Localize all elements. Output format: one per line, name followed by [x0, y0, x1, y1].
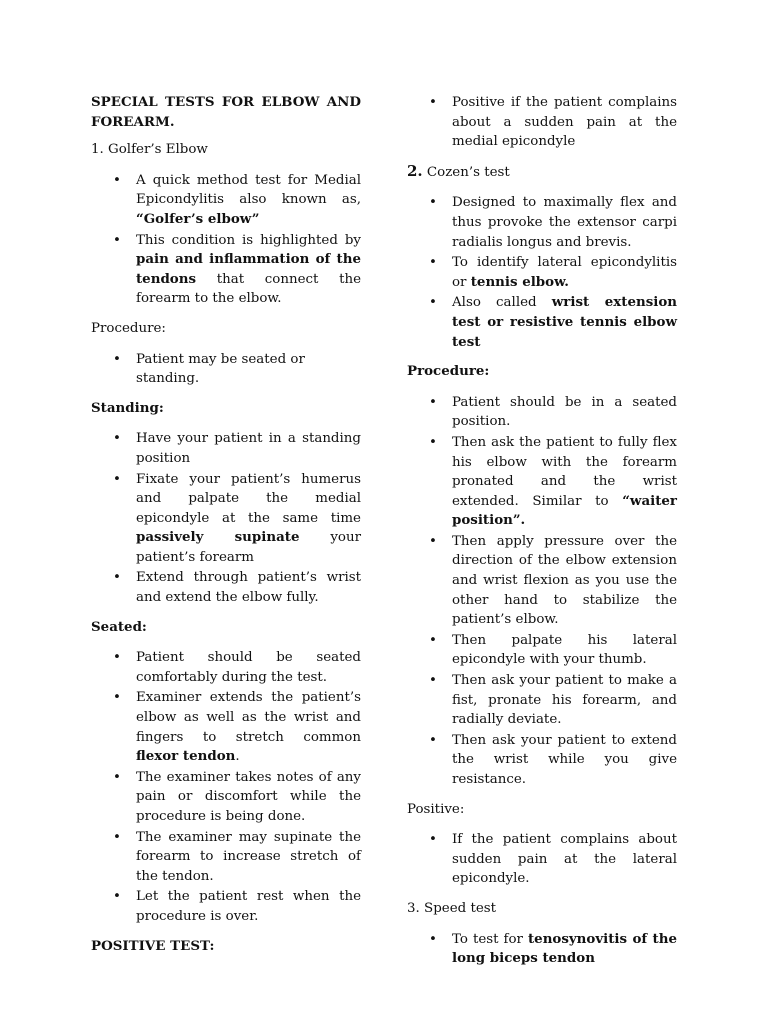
list-item: • To identify lateral epicondylitis or tennis elbow. — [407, 253, 677, 292]
list-item: • Extend through patient’s wrist and extend the elbow fully. — [91, 568, 361, 607]
list-item: • Designed to maximally flex and thus provoke the extensor carpi radialis longus and brevis. — [407, 193, 677, 252]
positive-label: Positive: — [407, 801, 465, 817]
cozens-positive-list — [407, 830, 677, 889]
list-item: • A quick method test for Medial Epicondylitis also known as, “Golfer’s elbow” — [91, 171, 361, 230]
list-item: • To test for tenosynovitis of the long biceps tendon — [407, 930, 677, 969]
list-item: • Fixate your patient’s humerus and palpate the medial epicondyle at the same time passively supinate your patient’s forearm — [91, 470, 361, 568]
seated-list — [91, 648, 361, 926]
standing-label: Standing: — [91, 399, 164, 416]
list-item: • The examiner takes notes of any pain or discomfort while the procedure is being done. — [91, 768, 361, 827]
golfers-intro-list — [91, 171, 361, 309]
cozens-procedure-list — [407, 393, 677, 790]
cozens-intro-list — [407, 193, 677, 352]
section-heading-speed-test: 3. Speed test — [407, 900, 497, 916]
left-column — [91, 93, 361, 967]
section-heading-cozens-test: 2. Cozen’s test — [407, 161, 510, 180]
list-item: • Then ask your patient to extend the wrist while you give resistance. — [407, 731, 677, 790]
section-heading-golfers-elbow: 1. Golfer’s Elbow — [91, 142, 208, 158]
right-column — [407, 93, 677, 979]
list-item: • Positive if the patient complains about a sudden pain at the medial epicondyle — [407, 93, 677, 152]
list-item: • Patient should be in a seated position. — [407, 393, 677, 432]
list-item: • This condition is highlighted by pain and inflammation of the tendons that connect the forearm to the elbow. — [91, 231, 361, 309]
document-title: SPECIAL TESTS FOR ELBOW AND FOREARM. — [91, 94, 361, 130]
list-item: • Let the patient rest when the procedure is over. — [91, 887, 361, 926]
list-item: • Patient may be seated or standing. — [91, 350, 361, 389]
list-item: • Patient should be seated comfortably during the test. — [91, 648, 361, 687]
procedure-list — [91, 350, 361, 389]
standing-list — [91, 429, 361, 607]
speed-test-list — [407, 930, 677, 969]
list-item: • Then ask the patient to fully flex his elbow with the forearm pronated and the wrist extended. Similar to “waiter position”. — [407, 433, 677, 531]
seated-label: Seated: — [91, 618, 147, 635]
list-item: • Also called wrist extension test or resistive tennis elbow test — [407, 293, 677, 352]
list-item: • Then apply pressure over the direction of the elbow extension and wrist flexion as you use the other hand to stabilize the patient’s elbow. — [407, 532, 677, 630]
list-item: • Examiner extends the patient’s elbow as well as the wrist and fingers to stretch common flexor tendon. — [91, 688, 361, 766]
list-item: • If the patient complains about sudden pain at the lateral epicondyle. — [407, 830, 677, 889]
positive-test-list — [407, 93, 677, 152]
positive-test-label: POSITIVE TEST: — [91, 937, 215, 954]
procedure-label: Procedure: — [407, 363, 490, 380]
list-item: • Then palpate his lateral epicondyle with your thumb. — [407, 631, 677, 670]
list-item: • Then ask your patient to make a fist, pronate his forearm, and radially deviate. — [407, 671, 677, 730]
list-item: • Have your patient in a standing position — [91, 429, 361, 468]
list-item: • The examiner may supinate the forearm to increase stretch of the tendon. — [91, 828, 361, 887]
procedure-label: Procedure: — [91, 320, 166, 336]
